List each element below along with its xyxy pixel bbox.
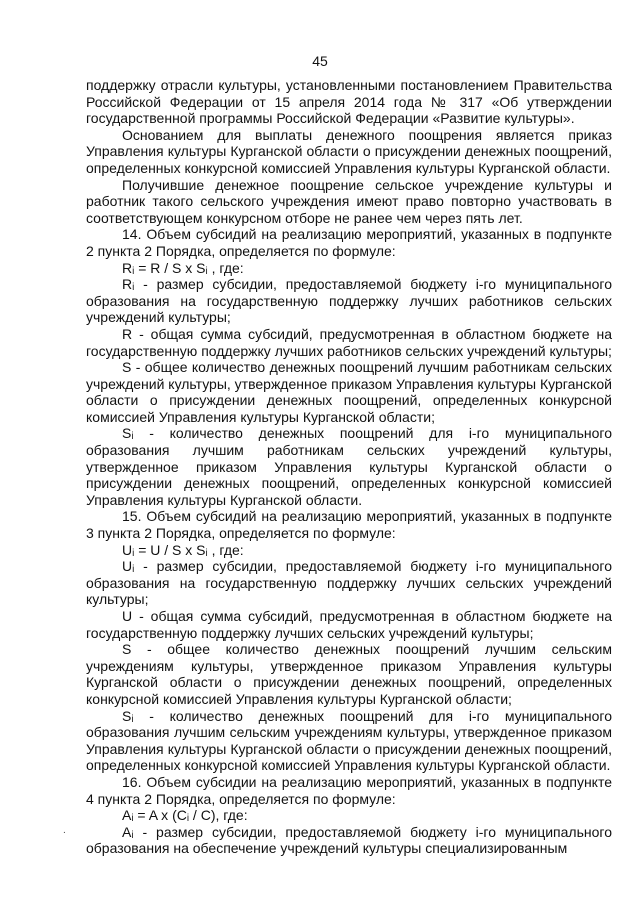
formula-line: Rᵢ = R / S x Sᵢ , где:: [122, 259, 244, 276]
document-body: [86, 77, 612, 857]
paragraph: Aᵢ - размер субсидии, предоставляемой бюджету i-го муниципального образования на обеспечение учреждений культуры специализированным: [86, 823, 612, 857]
paragraph: R - общая сумма субсидий, предусмотренная в областном бюджете на государственную поддержку лучших работников сельских учреждений культуры;: [86, 325, 612, 359]
paragraph: Uᵢ - размер субсидии, предоставляемой бюджету i-го муниципального образования на государственную поддержку лучших сельских учреждений культуры;: [86, 558, 612, 608]
paragraph: S - общее количество денежных поощрений лучшим работникам сельских учреждений культуры, утвержденное приказом Управления культуры Курганской области о присуждении денежных поощрений, определенных конкурсной комиссией Управления культуры Курганской области;: [86, 359, 612, 425]
paragraph: 15. Объем субсидий на реализацию мероприятий, указанных в подпункте 3 пункта 2 Порядка, определяется по формуле:: [86, 508, 612, 542]
paragraph: Основанием для выплаты денежного поощрения является приказ Управления культуры Курганской области о присуждении денежных поощрений, определенных конкурсной комиссией Управления культуры Курганской области.: [86, 126, 612, 176]
paragraph: Rᵢ - размер субсидии, предоставляемой бюджету i-го муниципального образования на государственную поддержку лучших работников сельских учреждений культуры;: [86, 276, 612, 326]
paragraph: 14. Объем субсидий на реализацию мероприятий, указанных в подпункте 2 пункта 2 Порядка, определяется по формуле:: [86, 226, 612, 259]
paragraph: U - общая сумма субсидий, предусмотренная в областном бюджете на государственную поддержку лучших сельских учреждений культуры;: [86, 608, 612, 641]
formula-line: Aᵢ = A x (Cᵢ / C), где:: [122, 807, 248, 824]
paragraph: S - общее количество денежных поощрений лучшим сельским учреждениям культуры, утвержденное приказом Управления культуры Курганской области о присуждении денежных поощрений, определенных конкурсной комиссией Управления культуры Курганской области;: [86, 641, 612, 707]
paragraph: Sᵢ - количество денежных поощрений для i-го муниципального образования лучшим сельским учреждениям культуры, утвержденное приказом Управления культуры Курганской области о присуждении денежных поощрений, определенных конкурсной комиссией Управления культуры Курганской области.: [86, 707, 612, 774]
paragraph: 16. Объем субсидии на реализацию мероприятий, указанных в подпункте 4 пункта 2 Порядка, определяется по формуле:: [86, 773, 612, 807]
paragraph: Sᵢ - количество денежных поощрений для i-го муниципального образования лучшим работникам сельских учреждений культуры, утвержденное приказом Управления культуры Курганской области о присуждении денежных поощрений, определенных конкурсной комиссией Управления культуры Курганской области.: [86, 425, 612, 508]
paragraph: поддержку отрасли культуры, установленными постановлением Правительства Российской Федерации от 15 апреля 2014 года № 317 «Об утверждении государственной программы Российской Федерации «Развитие культуры».: [86, 77, 612, 127]
formula-line: Uᵢ = U / S x Sᵢ , где:: [122, 541, 244, 558]
margin-mark: .: [63, 825, 66, 836]
page-number: 45: [312, 53, 328, 69]
paragraph: Получившие денежное поощрение сельское учреждение культуры и работник такого сельского учреждения имеют право повторно участвовать в соответствующем конкурсном отборе не ранее чем через пять лет.: [86, 176, 612, 226]
